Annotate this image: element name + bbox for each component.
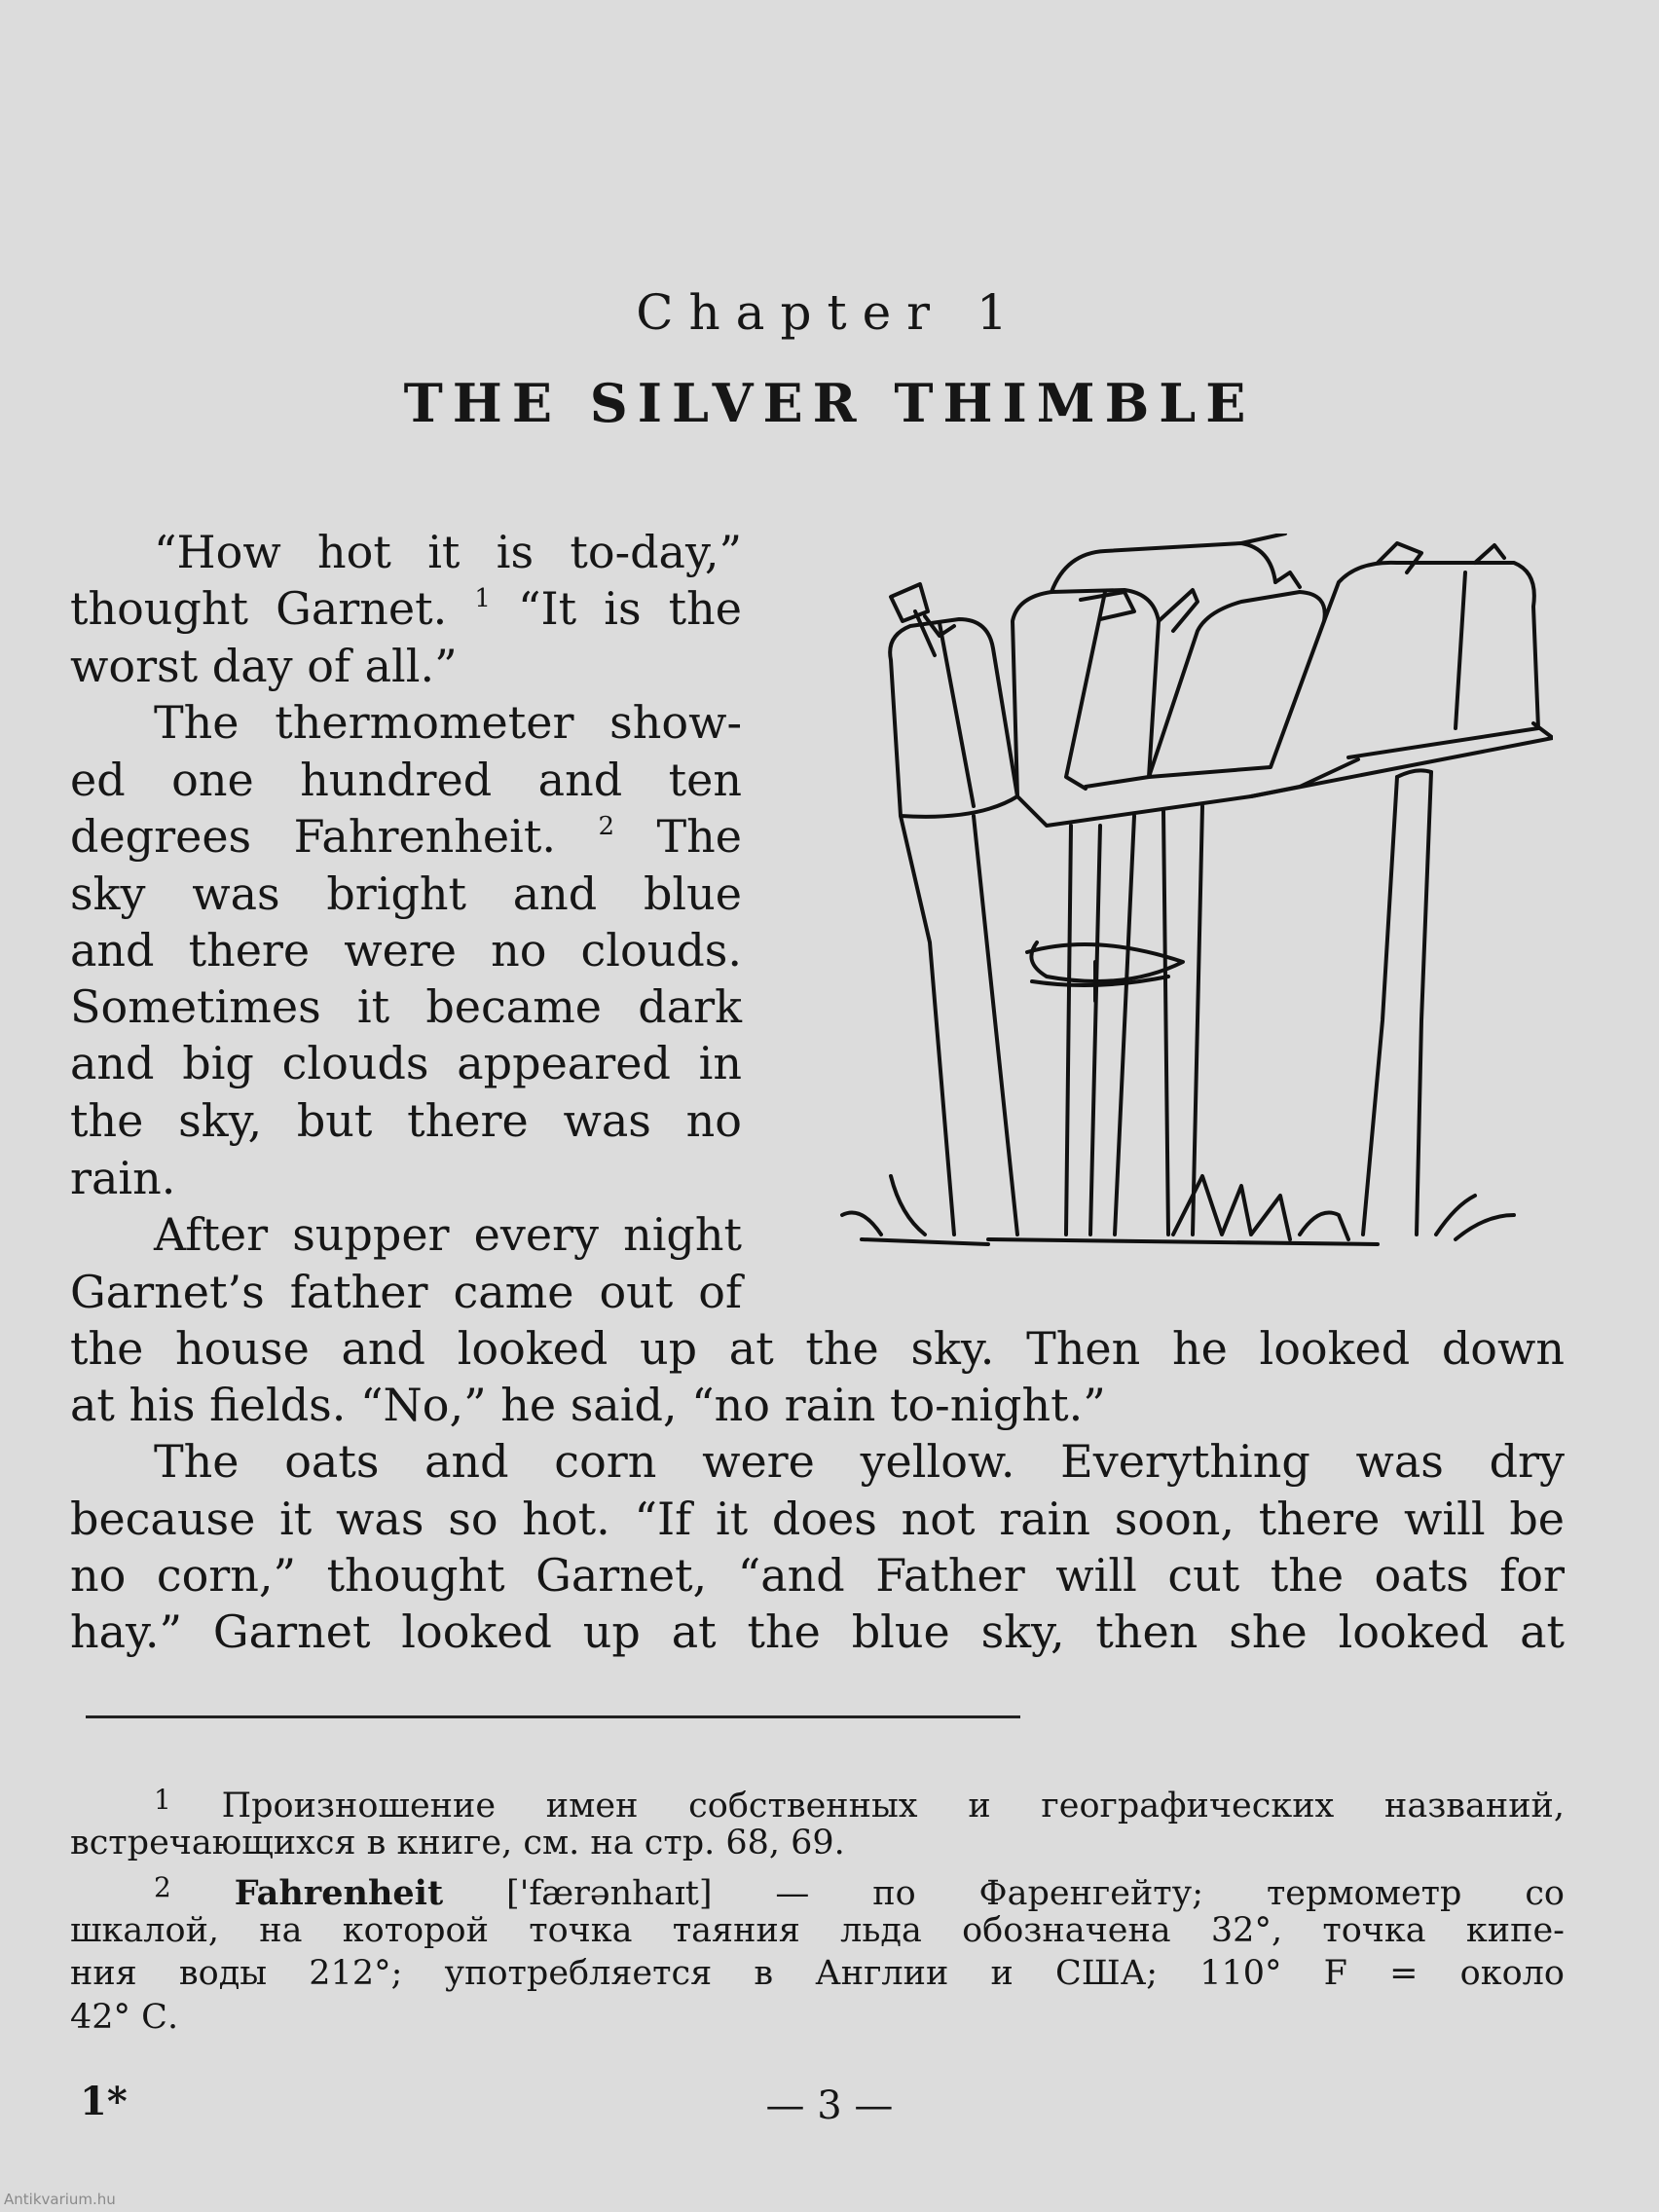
footnote-divider	[86, 1715, 1020, 1718]
text-line: hay.” Garnet looked up at the blue sky, then she looked at	[70, 1605, 1565, 1658]
footnote-line: 42° С.	[70, 1998, 179, 2037]
text-line: sky was bright and blue	[70, 867, 742, 920]
mailboxes-illustration	[832, 534, 1553, 1264]
footnote-line: ния воды 212°; употребляется в Англии и США; 110° F = около	[70, 1954, 1565, 1993]
text-line: the sky, but there was no	[70, 1094, 742, 1147]
text-line: ed one hundred and ten	[70, 754, 742, 806]
text-line: rain.	[70, 1152, 176, 1204]
text-line: the house and looked up at the sky. Then he looked down	[70, 1322, 1565, 1375]
text-line: “How hot it is to-day,”	[154, 526, 742, 578]
text-line: Garnet’s father came out of	[70, 1266, 742, 1318]
footnote-1: $^1$ Произношение имен собственных и географических названий,	[154, 1784, 1565, 1825]
footnote-line: шкалой, на которой точка таяния льда обозначена 32°, точка кипе-	[70, 1911, 1565, 1950]
text-line: Sometimes it became dark	[70, 980, 742, 1033]
chapter-number: Chapter 1	[636, 284, 1023, 341]
text-line: worst day of all.”	[70, 640, 458, 692]
text-line: no corn,” thought Garnet, “and Father will cut the oats for	[70, 1549, 1565, 1602]
text-line: After supper every night	[154, 1208, 742, 1261]
text-line: The thermometer show-	[154, 696, 742, 749]
text-line: and there were no clouds.	[70, 924, 742, 977]
signature-mark: 1*	[80, 2079, 128, 2124]
footnote-2: $^2$ Fahrenheit ['færənhaɪt] — по Фаренгейту; термометр со	[154, 1871, 1565, 1913]
text-line: degrees Fahrenheit. $^2$ The	[70, 810, 742, 863]
grass	[842, 1176, 988, 1244]
mailbox-front	[890, 619, 1017, 817]
text-line: because it was so hot. “If it does not rain soon, there will be	[70, 1493, 1565, 1545]
text-line: at his fields. “No,” he said, “no rain to-night.”	[70, 1379, 1106, 1431]
footnote-ref-1: 1	[474, 584, 491, 613]
text-line: thought Garnet. $^1$ “It is the	[70, 582, 743, 635]
chapter-title: THE SILVER THIMBLE	[403, 372, 1256, 434]
page-number: — 3 —	[765, 2083, 894, 2128]
text-line: The oats and corn were yellow. Everything was dry	[154, 1435, 1565, 1488]
watermark: Antikvarium.hu	[4, 2191, 116, 2208]
footnote-line: встречающихся в книге, см. на стр. 68, 69.	[70, 1824, 845, 1862]
text-line: and big clouds appeared in	[70, 1037, 742, 1089]
footnote-ref-2: 2	[598, 812, 614, 841]
